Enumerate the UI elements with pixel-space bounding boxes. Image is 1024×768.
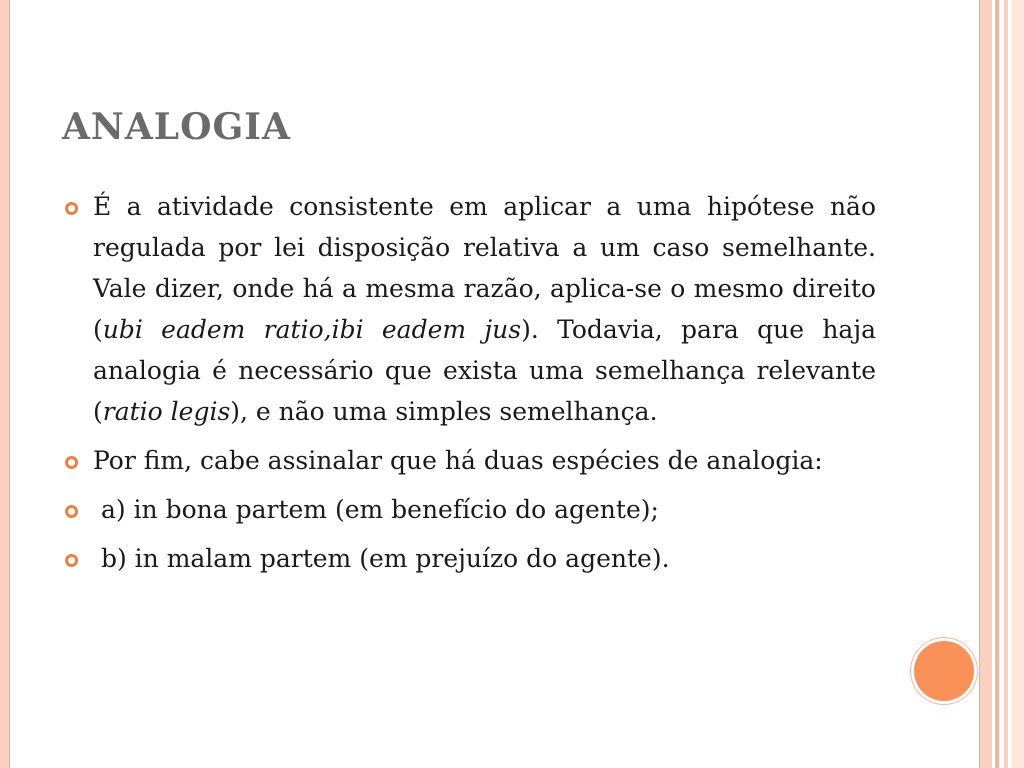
ring-bullet-icon: [65, 456, 78, 469]
bullet-item: [62, 440, 876, 481]
slide-title: ANALOGIA: [62, 106, 291, 148]
text-segment: É a atividade consistente em aplicar a uma hipótese não regulada por lei disposição relativa a um caso semelhante. Vale dizer, onde há a mesma razão, aplica-se o mesmo direito (: [93, 192, 876, 344]
bullet-list: [62, 186, 876, 587]
text-segment: ). Todavia, para que haja analogia é necessário que exista uma semelhança relevante (: [93, 315, 876, 426]
bullet-item: [62, 538, 876, 579]
bullet-text: Por fim, cabe assinalar que há duas espécies de analogia:: [93, 446, 823, 475]
right-border-stripe: [979, 0, 992, 768]
right-border-stripe: [1004, 0, 1008, 768]
text-segment-italic: ubi eadem ratio,ibi eadem jus: [102, 315, 522, 344]
right-border-edge: [1012, 0, 1024, 768]
ring-bullet-icon: [65, 202, 78, 215]
left-border-decoration: [0, 0, 10, 768]
bullet-item: [62, 186, 876, 432]
circle-decoration: [914, 641, 974, 701]
right-border-stripe: [995, 0, 999, 768]
ring-bullet-icon: [65, 554, 78, 567]
text-segment: ), e não uma simples semelhança.: [230, 397, 658, 426]
bullet-text: b) in malam partem (em prejuízo do agente).: [93, 544, 670, 573]
bullet-text: a) in bona partem (em benefício do agente);: [93, 495, 659, 524]
bullet-text: [93, 192, 876, 426]
bullet-item: [62, 489, 876, 530]
ring-bullet-icon: [65, 505, 78, 518]
text-segment-italic: ratio legis: [102, 397, 231, 426]
